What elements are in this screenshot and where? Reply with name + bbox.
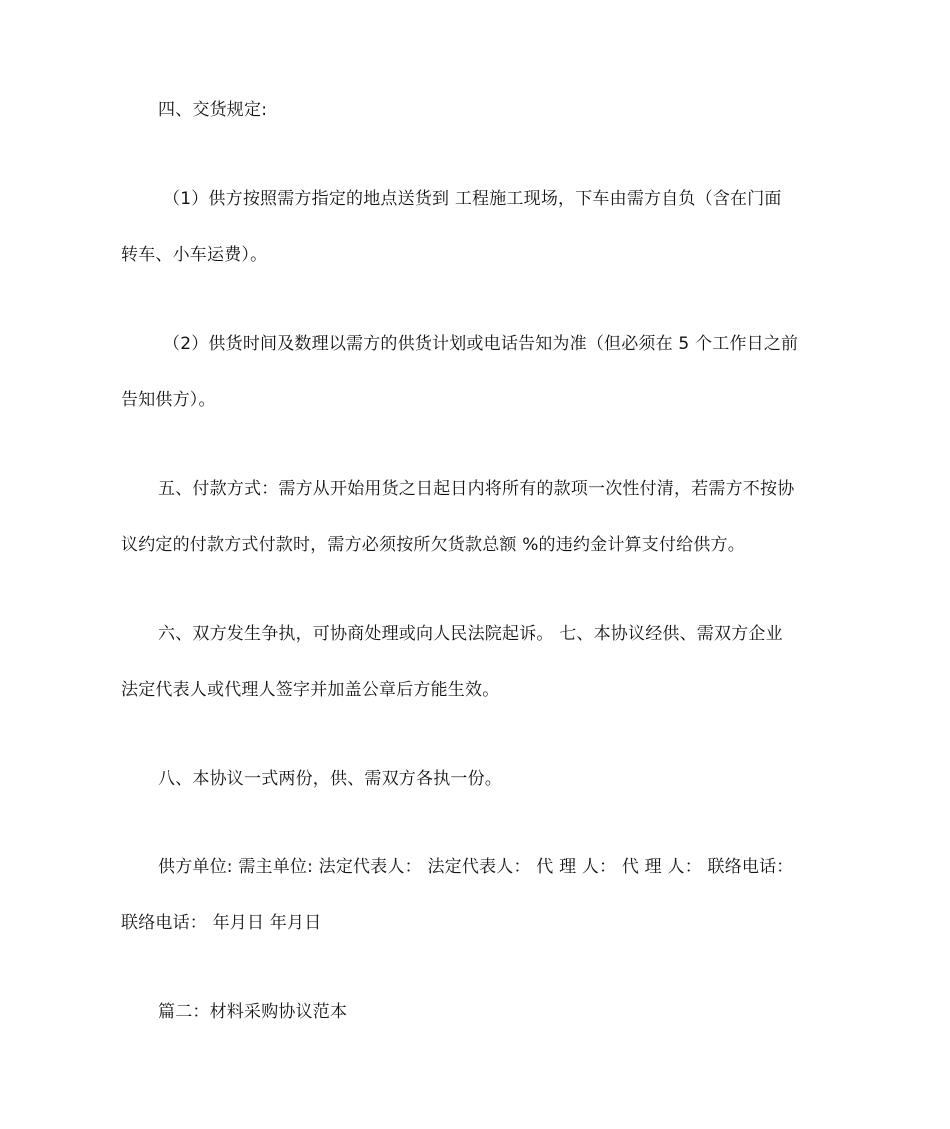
section-4-item-2-line-2: 告知供方）。 — [121, 390, 216, 410]
signature-line-1: 供方单位: 需主单位: 法定代表人： 法定代表人： 代 理 人： 代 理 人： 联络电话： — [158, 857, 794, 877]
section-4-item-1-line-1: （1）供方按照需方指定的地点送货到 工程施工现场，下车由需方自负（含在门面 — [163, 189, 782, 209]
section-5-line-1: 五、付款方式：需方从开始用货之日起日内将所有的款项一次性付清，若需方不按协 — [158, 479, 795, 499]
section-8: 八、本协议一式两份，供、需双方各执一份。 — [158, 769, 502, 789]
next-section-title: 篇二：材料采购协议范本 — [158, 1002, 348, 1022]
section-6-7-line-1: 六、双方发生争执，可协商处理或向人民法院起诉。 七、本协议经供、需双方企业 — [158, 624, 783, 644]
signature-line-2: 联络电话： 年月日 年月日 — [121, 913, 322, 933]
section-4-heading: 四、交货规定: — [158, 100, 268, 120]
section-4-item-2-line-1: （2）供货时间及数理以需方的供货计划或电话告知为准（但必须在 5 个工作日之前 — [163, 334, 799, 354]
section-5-line-2: 议约定的付款方式付款时，需方必须按所欠货款总额 %的违约金计算支付给供方。 — [121, 535, 745, 555]
section-6-7-line-2: 法定代表人或代理人签字并加盖公章后方能生效。 — [121, 680, 500, 700]
section-4-item-1-line-2: 转车、小车运费）。 — [121, 245, 268, 265]
